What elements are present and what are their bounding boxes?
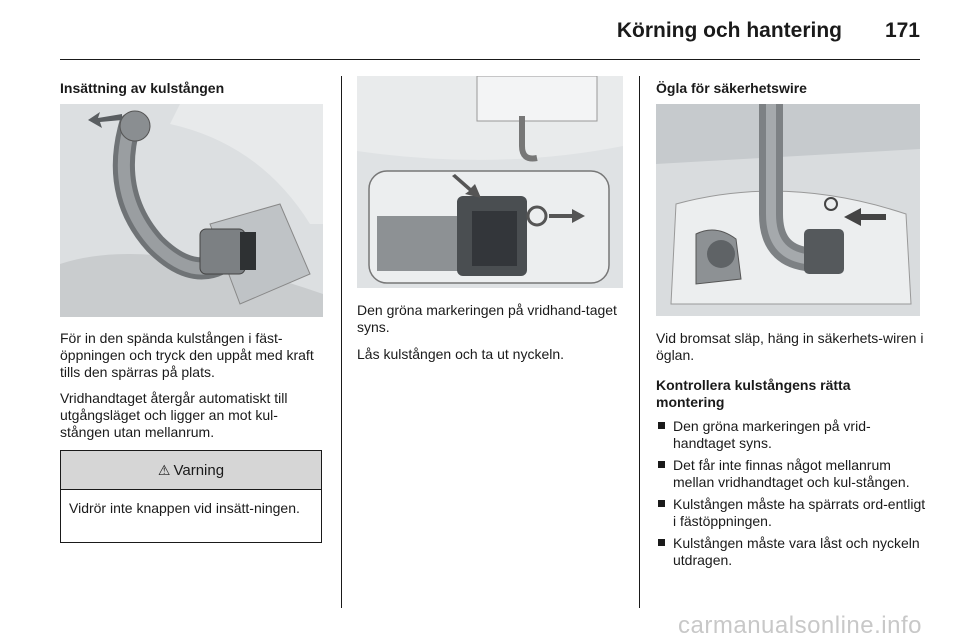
warning-box bbox=[60, 450, 322, 543]
section-heading-safety-wire: Ögla för säkerhetswire bbox=[656, 80, 807, 96]
section-heading-check-mounting: Kontrollera kulstångens rätta montering bbox=[656, 377, 851, 410]
bullet-square-icon bbox=[658, 539, 665, 546]
figure-tow-bar-insertion bbox=[60, 104, 323, 317]
list-item: Kulstången måste vara låst och nyckeln utdragen. bbox=[656, 535, 926, 569]
warning-title: Varning bbox=[173, 461, 225, 479]
col2-paragraph-1: Den gröna markeringen på vridhand-taget syns. bbox=[357, 302, 617, 335]
page-header bbox=[0, 0, 960, 60]
header-rule bbox=[60, 59, 920, 60]
col3-paragraph-1: Vid bromsat släp, häng in säkerhets-wiren i öglan. bbox=[656, 330, 924, 363]
list-item: Den gröna markeringen på vrid-handtaget syns. bbox=[656, 418, 926, 452]
col2-paragraph-2: Lås kulstången och ta ut nyckeln. bbox=[357, 346, 565, 362]
bullet-square-icon bbox=[658, 461, 665, 468]
column-divider-2 bbox=[639, 76, 640, 608]
col1-paragraph-2: Vridhandtaget återgår automatiskt till utgångsläget och ligger an mot kul-stången utan mellanrum. bbox=[60, 390, 288, 440]
watermark: carmanualsonline.info bbox=[678, 612, 922, 639]
header-title: Körning och hantering bbox=[616, 19, 842, 42]
mounting-checklist bbox=[656, 418, 926, 574]
section-heading-insertion: Insättning av kulstången bbox=[60, 80, 225, 96]
figure-safety-wire-loop bbox=[656, 104, 920, 316]
bullet-square-icon bbox=[658, 422, 665, 429]
bullet-square-icon bbox=[658, 500, 665, 507]
warning-triangle-icon: ⚠ bbox=[157, 461, 171, 478]
list-item: Kulstången måste ha spärrats ord-entligt i fästöppningen. bbox=[656, 496, 926, 530]
col1-paragraph-1: För in den spända kulstången i fäst-öppningen och tryck den uppåt med kraft tills den spärras på plats. bbox=[60, 330, 314, 380]
figure-green-marking-key bbox=[357, 76, 623, 288]
page-number: 171 bbox=[884, 19, 920, 42]
warning-header bbox=[61, 451, 321, 490]
warning-body: Vidrör inte knappen vid insätt-ningen. bbox=[69, 500, 300, 516]
list-item: Det får inte finnas något mellanrum mellan vridhandtaget och kul-stången. bbox=[656, 457, 926, 491]
column-divider-1 bbox=[341, 76, 342, 608]
